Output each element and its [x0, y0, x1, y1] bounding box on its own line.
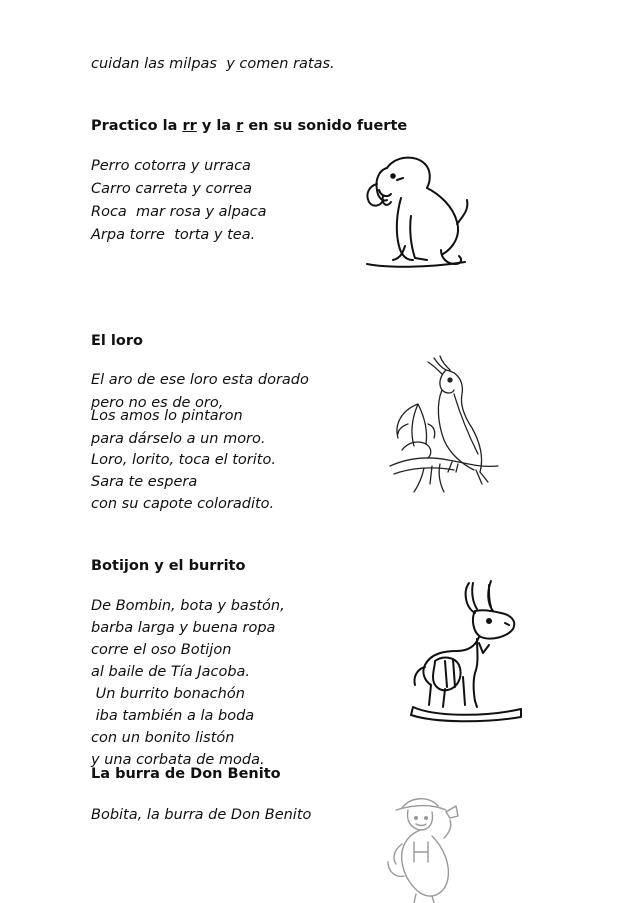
- dog-illustration: [357, 150, 472, 272]
- intro-line: cuidan las milpas y comen ratas.: [91, 56, 335, 72]
- rr-line: Perro cotorra y urraca: [91, 158, 251, 174]
- parrot-illustration: [388, 354, 500, 500]
- donkey-illustration: [405, 577, 525, 725]
- loro-line: para dárselo a un moro.: [91, 431, 266, 447]
- burra-title: La burra de Don Benito: [91, 766, 281, 782]
- botijon-line: barba larga y buena ropa: [91, 620, 276, 636]
- botijon-line: al baile de Tía Jacoba.: [91, 664, 251, 680]
- botijon-line: De Bombin, bota y bastón,: [91, 598, 285, 614]
- botijon-title: Botijon y el burrito: [91, 558, 246, 574]
- loro-line: pero no es de oro,: [91, 395, 224, 411]
- botijon-line: y una corbata de moda.: [91, 752, 265, 768]
- rr-line: Roca mar rosa y alpaca: [91, 204, 267, 220]
- botijon-line: con un bonito listón: [91, 730, 235, 746]
- rr-line: Carro carreta y correa: [91, 181, 253, 197]
- botijon-line: iba también a la boda: [91, 708, 255, 724]
- loro-line: Sara te espera: [91, 474, 198, 490]
- farmer-illustration: [386, 792, 464, 903]
- loro-line: Los amos lo pintaron: [91, 408, 243, 424]
- rr-line: Arpa torre torta y tea.: [91, 227, 256, 243]
- burra-line: Bobita, la burra de Don Benito: [91, 807, 312, 823]
- botijon-line: corre el oso Botijon: [91, 642, 232, 658]
- loro-line: Loro, lorito, toca el torito.: [91, 452, 276, 468]
- loro-title: El loro: [91, 333, 143, 349]
- rr-section-title: Practico la rr y la r en su sonido fuerte: [91, 118, 408, 134]
- loro-line: El aro de ese loro esta dorado: [91, 372, 309, 388]
- loro-line: con su capote coloradito.: [91, 496, 275, 512]
- botijon-line: Un burrito bonachón: [91, 686, 245, 702]
